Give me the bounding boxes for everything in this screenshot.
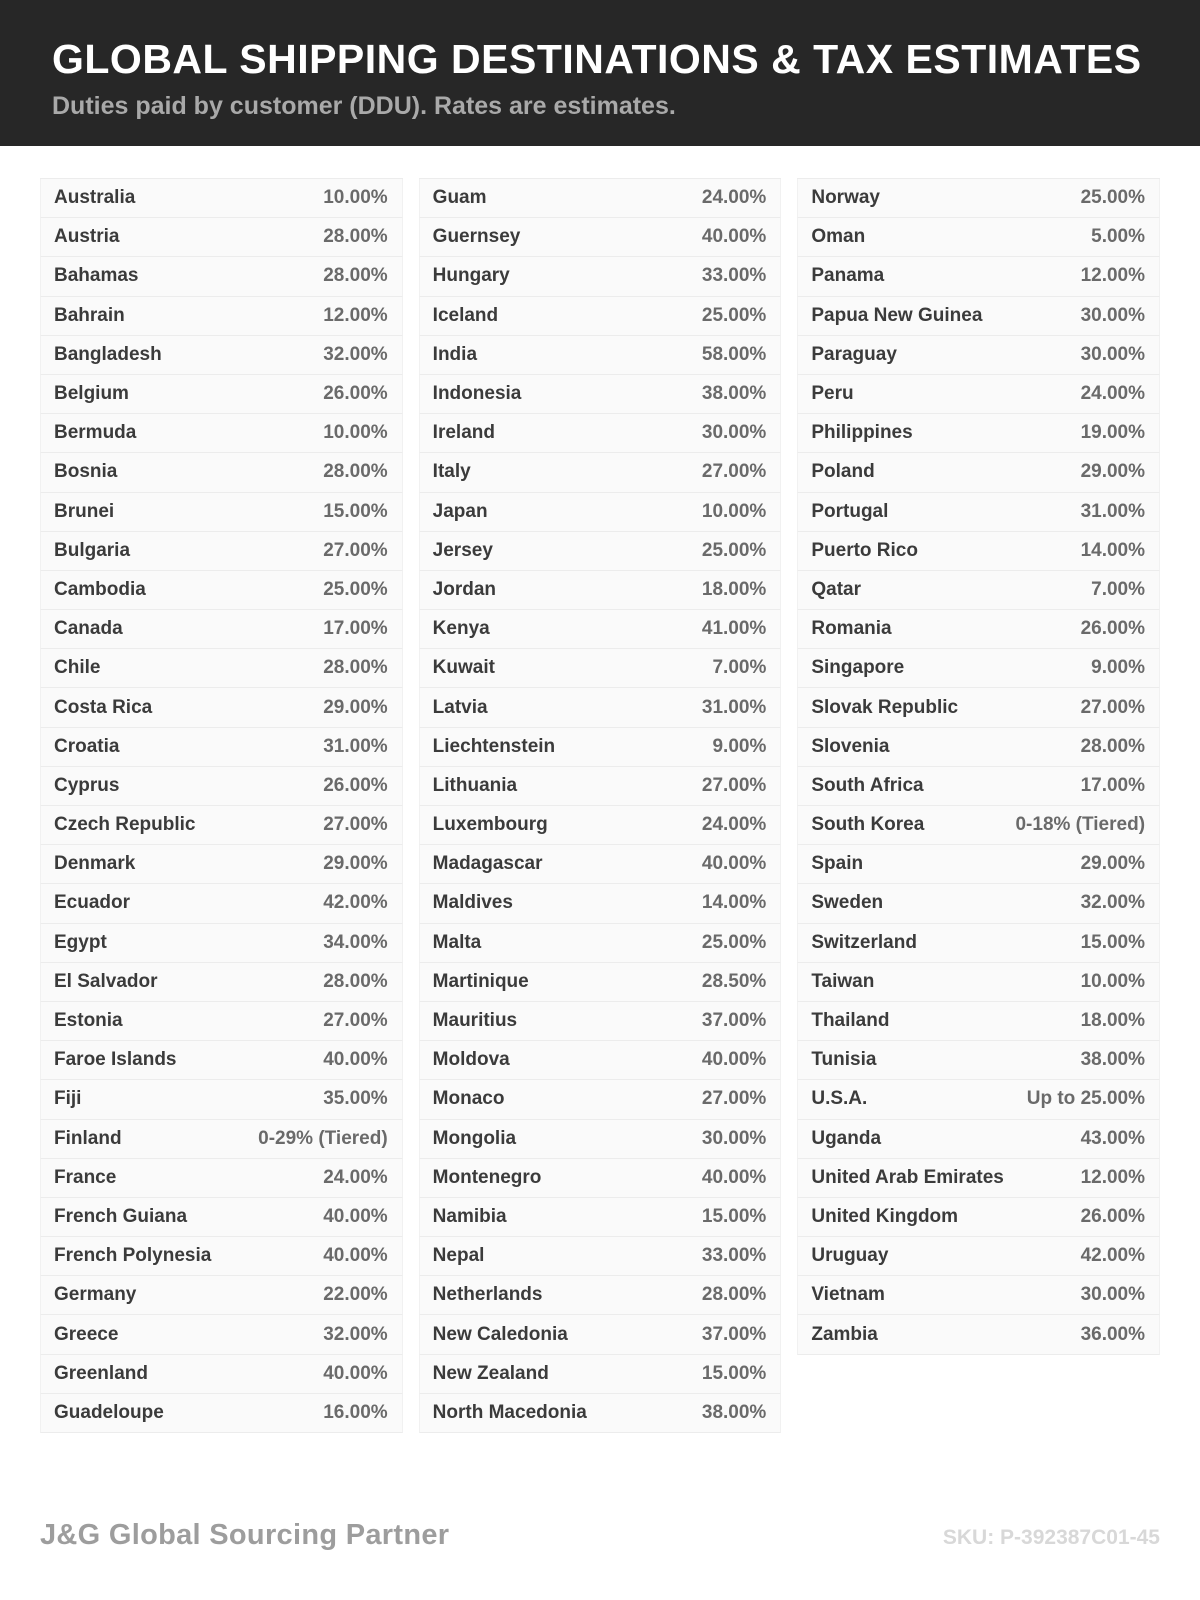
- table-row: [419, 845, 782, 884]
- tax-rate: 42.00%: [1080, 1245, 1146, 1267]
- tax-rate: 28.00%: [323, 265, 388, 287]
- table-row: [40, 1159, 403, 1198]
- tax-rate: 24.00%: [323, 1166, 388, 1188]
- table-row: [419, 1159, 782, 1198]
- tax-rate: 9.00%: [1091, 657, 1146, 679]
- country-name: Vietnam: [811, 1284, 885, 1306]
- country-name: Martinique: [432, 970, 529, 992]
- tax-rate: 27.00%: [1080, 696, 1146, 718]
- tax-rate: 42.00%: [323, 892, 388, 914]
- country-name: El Salvador: [54, 970, 158, 992]
- tax-rate: 28.00%: [1080, 735, 1146, 757]
- country-name: Qatar: [811, 578, 861, 600]
- table-row: [40, 336, 403, 375]
- tax-rate: 10.00%: [701, 500, 767, 522]
- tax-rate: 28.00%: [701, 1284, 767, 1306]
- country-name: Cyprus: [54, 774, 120, 796]
- table-row: [40, 1355, 403, 1394]
- country-name: Bulgaria: [54, 539, 131, 561]
- country-name: Portugal: [811, 500, 889, 522]
- country-name: Zambia: [811, 1323, 878, 1345]
- tax-rate: 40.00%: [701, 226, 767, 248]
- table-row: [40, 884, 403, 923]
- country-name: Philippines: [811, 422, 913, 444]
- country-name: Ireland: [432, 422, 495, 444]
- tax-rate: 29.00%: [1080, 853, 1146, 875]
- table-row: [419, 532, 782, 571]
- tax-rate: 17.00%: [1080, 774, 1146, 796]
- tax-rate: 15.00%: [1080, 931, 1146, 953]
- table-row: [797, 924, 1160, 963]
- table-row: [797, 767, 1160, 806]
- footer: [40, 1519, 1160, 1552]
- country-name: Austria: [54, 226, 120, 248]
- table-row: [419, 297, 782, 336]
- country-name: Jersey: [432, 539, 493, 561]
- country-name: U.S.A.: [811, 1088, 868, 1110]
- table-row: [797, 688, 1160, 727]
- country-name: Italy: [432, 461, 471, 483]
- country-name: Kuwait: [432, 657, 495, 679]
- tax-rate: 15.00%: [323, 500, 388, 522]
- country-name: Spain: [811, 853, 864, 875]
- country-name: Taiwan: [811, 970, 875, 992]
- table-row: [797, 610, 1160, 649]
- tax-rate: 40.00%: [323, 1245, 388, 1267]
- tax-rate: 17.00%: [323, 618, 388, 640]
- tax-rate: 9.00%: [712, 735, 767, 757]
- sku-label: SKU: P-392387C01-45: [942, 1526, 1160, 1549]
- tax-rate: 29.00%: [323, 853, 388, 875]
- country-name: Belgium: [54, 383, 129, 405]
- tax-rate: 27.00%: [323, 814, 388, 836]
- country-name: Thailand: [811, 1010, 890, 1032]
- country-name: Oman: [811, 226, 866, 248]
- tax-rate: 38.00%: [701, 383, 767, 405]
- table-row: [40, 924, 403, 963]
- table-row: [797, 375, 1160, 414]
- table-row: [797, 532, 1160, 571]
- country-name: Indonesia: [432, 383, 522, 405]
- country-name: Uganda: [811, 1127, 882, 1149]
- tax-rate: 25.00%: [1080, 187, 1146, 209]
- table-row: [419, 257, 782, 296]
- tax-rate: 41.00%: [701, 618, 767, 640]
- country-name: Netherlands: [432, 1284, 543, 1306]
- table-row: [40, 375, 403, 414]
- tax-rate: 29.00%: [323, 696, 388, 718]
- country-name: Namibia: [432, 1205, 507, 1227]
- country-name: Germany: [54, 1284, 137, 1306]
- rates-column-1: [40, 178, 403, 1433]
- country-name: Bangladesh: [54, 343, 162, 365]
- country-name: Croatia: [54, 735, 120, 757]
- tax-rate: 28.00%: [323, 657, 388, 679]
- tax-rate: 36.00%: [1080, 1323, 1146, 1345]
- table-row: [797, 336, 1160, 375]
- tax-rate: 16.00%: [323, 1401, 388, 1423]
- tax-rate: 32.00%: [323, 1323, 388, 1345]
- tax-rate: 25.00%: [323, 578, 388, 600]
- tax-rate: 40.00%: [323, 1205, 388, 1227]
- country-name: United Kingdom: [811, 1205, 959, 1227]
- table-row: [419, 493, 782, 532]
- tax-rate: 10.00%: [323, 187, 388, 209]
- country-name: Peru: [811, 383, 854, 405]
- rates-column-2: [419, 178, 782, 1433]
- tax-rate: 30.00%: [1080, 1284, 1146, 1306]
- table-row: [40, 1041, 403, 1080]
- table-row: [797, 218, 1160, 257]
- tax-rate: 0-29% (Tiered): [258, 1127, 388, 1149]
- table-row: [419, 924, 782, 963]
- table-row: [797, 179, 1160, 218]
- table-row: [797, 649, 1160, 688]
- tax-rate: 35.00%: [323, 1088, 388, 1110]
- rates-column-3: [797, 178, 1160, 1433]
- table-row: [40, 453, 403, 492]
- table-row: [40, 571, 403, 610]
- table-row: [419, 1041, 782, 1080]
- table-row: [419, 1237, 782, 1276]
- table-row: [40, 532, 403, 571]
- tax-rate: 0-18% (Tiered): [1015, 814, 1146, 836]
- country-name: Madagascar: [432, 853, 543, 875]
- country-name: Switzerland: [811, 931, 917, 953]
- table-row: [419, 884, 782, 923]
- table-row: [40, 728, 403, 767]
- country-name: Malta: [432, 931, 482, 953]
- country-name: Bosnia: [54, 461, 118, 483]
- table-row: [419, 1276, 782, 1315]
- tax-rate: 27.00%: [323, 1010, 388, 1032]
- tax-rate: 18.00%: [701, 578, 767, 600]
- table-row: [40, 1080, 403, 1119]
- table-row: [797, 884, 1160, 923]
- tax-rate: 30.00%: [701, 1127, 767, 1149]
- country-name: North Macedonia: [432, 1401, 587, 1423]
- table-row: [40, 767, 403, 806]
- table-row: [419, 610, 782, 649]
- country-name: Guam: [432, 187, 487, 209]
- country-name: Montenegro: [432, 1166, 542, 1188]
- tax-rate: 26.00%: [1080, 1205, 1146, 1227]
- tax-rate: 25.00%: [701, 304, 767, 326]
- country-name: India: [432, 343, 478, 365]
- tax-rate: 32.00%: [1080, 892, 1146, 914]
- country-name: Costa Rica: [54, 696, 153, 718]
- tax-rate: 19.00%: [1080, 422, 1146, 444]
- table-row: [797, 806, 1160, 845]
- table-row: [419, 1002, 782, 1041]
- table-row: [419, 688, 782, 727]
- country-name: Fiji: [54, 1088, 82, 1110]
- table-row: [797, 1041, 1160, 1080]
- table-row: [419, 649, 782, 688]
- tax-rate: 32.00%: [323, 343, 388, 365]
- tax-rate: 26.00%: [323, 774, 388, 796]
- tax-rate: 15.00%: [701, 1362, 767, 1384]
- table-row: [419, 179, 782, 218]
- tax-rate: 12.00%: [323, 304, 388, 326]
- tax-rate: 27.00%: [701, 774, 767, 796]
- table-row: [797, 453, 1160, 492]
- tax-rate: 37.00%: [701, 1010, 767, 1032]
- tax-rate: 27.00%: [323, 539, 388, 561]
- table-row: [419, 1394, 782, 1433]
- country-name: Finland: [54, 1127, 122, 1149]
- country-name: France: [54, 1166, 117, 1188]
- table-row: [419, 1120, 782, 1159]
- table-row: [797, 1120, 1160, 1159]
- table-row: [40, 806, 403, 845]
- header: [0, 0, 1200, 146]
- country-name: Tunisia: [811, 1049, 877, 1071]
- country-name: Ecuador: [54, 892, 131, 914]
- tax-rate: 7.00%: [712, 657, 767, 679]
- tax-rate: 14.00%: [1080, 539, 1146, 561]
- table-row: [40, 1315, 403, 1354]
- table-row: [40, 1002, 403, 1041]
- country-name: United Arab Emirates: [811, 1166, 1004, 1188]
- country-name: Canada: [54, 618, 123, 640]
- tax-rate: 34.00%: [323, 931, 388, 953]
- country-name: Maldives: [432, 892, 513, 914]
- table-row: [40, 610, 403, 649]
- country-name: Puerto Rico: [811, 539, 918, 561]
- table-row: [40, 1198, 403, 1237]
- table-row: [797, 1315, 1160, 1354]
- country-name: New Caledonia: [432, 1323, 568, 1345]
- table-row: [40, 218, 403, 257]
- table-row: [419, 218, 782, 257]
- table-row: [419, 571, 782, 610]
- country-name: Bahamas: [54, 265, 139, 287]
- table-row: [40, 297, 403, 336]
- table-row: [419, 375, 782, 414]
- country-name: Romania: [811, 618, 892, 640]
- tax-rate: 18.00%: [1080, 1010, 1146, 1032]
- table-row: [797, 414, 1160, 453]
- table-row: [419, 336, 782, 375]
- country-name: Brunei: [54, 500, 115, 522]
- country-name: Jordan: [432, 578, 497, 600]
- page-subtitle: Duties paid by customer (DDU). Rates are estimates.: [52, 92, 676, 120]
- country-name: South Korea: [811, 814, 925, 836]
- tax-rate: 31.00%: [701, 696, 767, 718]
- table-row: [419, 806, 782, 845]
- country-name: New Zealand: [432, 1362, 549, 1384]
- country-name: Guernsey: [432, 226, 521, 248]
- country-name: Moldova: [432, 1049, 510, 1071]
- country-name: French Guiana: [54, 1205, 188, 1227]
- tax-rate: 31.00%: [323, 735, 388, 757]
- country-name: Lithuania: [432, 774, 518, 796]
- tax-rate: 43.00%: [1080, 1127, 1146, 1149]
- tax-rate: 25.00%: [701, 539, 767, 561]
- country-name: Japan: [432, 500, 488, 522]
- tax-rate: 28.00%: [323, 226, 388, 248]
- tax-rate: 38.00%: [1080, 1049, 1146, 1071]
- table-row: [797, 1080, 1160, 1119]
- country-name: Mongolia: [432, 1127, 517, 1149]
- tax-rate: 29.00%: [1080, 461, 1146, 483]
- country-name: Faroe Islands: [54, 1049, 177, 1071]
- country-name: Poland: [811, 461, 875, 483]
- tax-rate: 26.00%: [323, 383, 388, 405]
- country-name: Bahrain: [54, 304, 125, 326]
- table-row: [797, 493, 1160, 532]
- country-name: Chile: [54, 657, 101, 679]
- tax-rate: 30.00%: [701, 422, 767, 444]
- tax-rate: 22.00%: [323, 1284, 388, 1306]
- tax-rate: 24.00%: [1080, 383, 1146, 405]
- tax-rate: Up to 25.00%: [1026, 1088, 1146, 1110]
- table-row: [419, 728, 782, 767]
- country-name: Uruguay: [811, 1245, 889, 1267]
- table-row: [419, 1355, 782, 1394]
- country-name: Bermuda: [54, 422, 137, 444]
- table-row: [797, 1159, 1160, 1198]
- tax-rate: 40.00%: [323, 1362, 388, 1384]
- country-name: Slovak Republic: [811, 696, 959, 718]
- country-name: Egypt: [54, 931, 107, 953]
- page-title: GLOBAL SHIPPING DESTINATIONS & TAX ESTIMATES: [52, 36, 1142, 82]
- tax-rate: 27.00%: [701, 1088, 767, 1110]
- table-row: [419, 1080, 782, 1119]
- country-name: Estonia: [54, 1010, 123, 1032]
- tax-rate: 26.00%: [1080, 618, 1146, 640]
- country-name: Greenland: [54, 1362, 148, 1384]
- country-name: Denmark: [54, 853, 136, 875]
- tax-rate: 24.00%: [701, 814, 767, 836]
- table-row: [419, 963, 782, 1002]
- table-row: [797, 257, 1160, 296]
- country-name: Slovenia: [811, 735, 890, 757]
- country-name: South Africa: [811, 774, 924, 796]
- table-row: [40, 179, 403, 218]
- table-row: [797, 1237, 1160, 1276]
- table-row: [797, 1002, 1160, 1041]
- tax-rate: 28.50%: [701, 970, 767, 992]
- tax-rate: 33.00%: [701, 1245, 767, 1267]
- tax-rate: 28.00%: [323, 461, 388, 483]
- country-name: Norway: [811, 187, 880, 209]
- tax-rate: 33.00%: [701, 265, 767, 287]
- table-row: [40, 688, 403, 727]
- country-name: French Polynesia: [54, 1245, 212, 1267]
- tax-rate: 25.00%: [701, 931, 767, 953]
- tax-rate: 27.00%: [701, 461, 767, 483]
- table-row: [40, 257, 403, 296]
- country-name: Czech Republic: [54, 814, 196, 836]
- tax-rate: 10.00%: [323, 422, 388, 444]
- brand-name: J&G Global Sourcing Partner: [40, 1519, 450, 1551]
- tax-rate: 10.00%: [1080, 970, 1146, 992]
- country-name: Papua New Guinea: [811, 304, 983, 326]
- country-name: Iceland: [432, 304, 499, 326]
- country-name: Cambodia: [54, 578, 146, 600]
- tax-rate: 40.00%: [701, 853, 767, 875]
- rates-table: [40, 178, 1160, 1433]
- table-row: [40, 845, 403, 884]
- table-row: [40, 1276, 403, 1315]
- table-row: [797, 571, 1160, 610]
- table-row: [419, 453, 782, 492]
- country-name: Greece: [54, 1323, 119, 1345]
- country-name: Latvia: [432, 696, 488, 718]
- tax-rate: 31.00%: [1080, 500, 1146, 522]
- country-name: Luxembourg: [432, 814, 548, 836]
- tax-rate: 28.00%: [323, 970, 388, 992]
- tax-rate: 5.00%: [1091, 226, 1146, 248]
- table-row: [419, 1198, 782, 1237]
- country-name: Sweden: [811, 892, 884, 914]
- tax-rate: 37.00%: [701, 1323, 767, 1345]
- tax-rate: 40.00%: [323, 1049, 388, 1071]
- country-name: Liechtenstein: [432, 735, 556, 757]
- tax-rate: 7.00%: [1091, 578, 1146, 600]
- tax-rate: 40.00%: [701, 1049, 767, 1071]
- tax-rate: 58.00%: [701, 343, 767, 365]
- tax-rate: 14.00%: [701, 892, 767, 914]
- tax-rate: 30.00%: [1080, 343, 1146, 365]
- table-row: [40, 649, 403, 688]
- table-row: [40, 1237, 403, 1276]
- country-name: Hungary: [432, 265, 510, 287]
- tax-rate: 24.00%: [701, 187, 767, 209]
- table-row: [797, 728, 1160, 767]
- table-row: [40, 1394, 403, 1433]
- country-name: Nepal: [432, 1245, 485, 1267]
- table-row: [797, 1198, 1160, 1237]
- table-row: [797, 845, 1160, 884]
- country-name: Monaco: [432, 1088, 505, 1110]
- table-row: [40, 493, 403, 532]
- table-row: [797, 963, 1160, 1002]
- country-name: Guadeloupe: [54, 1401, 164, 1423]
- table-row: [40, 963, 403, 1002]
- table-row: [419, 414, 782, 453]
- tax-rate: 40.00%: [701, 1166, 767, 1188]
- table-row: [797, 1276, 1160, 1315]
- tax-rate: 12.00%: [1080, 1166, 1146, 1188]
- tax-rate: 15.00%: [701, 1205, 767, 1227]
- country-name: Panama: [811, 265, 885, 287]
- table-row: [40, 1120, 403, 1159]
- country-name: Paraguay: [811, 343, 897, 365]
- table-row: [419, 767, 782, 806]
- country-name: Kenya: [432, 618, 490, 640]
- tax-rate: 30.00%: [1080, 304, 1146, 326]
- table-row: [419, 1315, 782, 1354]
- table-row: [40, 414, 403, 453]
- country-name: Australia: [54, 187, 136, 209]
- country-name: Mauritius: [432, 1010, 518, 1032]
- country-name: Singapore: [811, 657, 905, 679]
- tax-rate: 12.00%: [1080, 265, 1146, 287]
- tax-rate: 38.00%: [701, 1401, 767, 1423]
- table-row: [797, 297, 1160, 336]
